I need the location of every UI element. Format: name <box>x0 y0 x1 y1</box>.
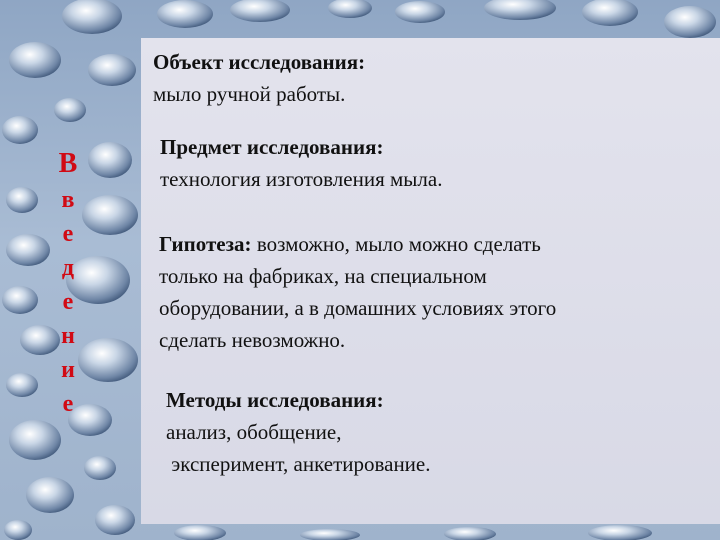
hypothesis-line: только на фабриках, на специальном <box>159 264 487 288</box>
subject-title: Предмет исследования: <box>160 135 384 159</box>
methods-block <box>166 384 431 480</box>
object-title: Объект исследования: <box>153 50 366 74</box>
subject-block <box>160 131 442 195</box>
subject-text: технология изготовления мыла. <box>160 167 443 191</box>
vertical-letter: и <box>61 357 75 383</box>
vertical-letter: в <box>61 187 75 213</box>
hypothesis-block <box>159 228 556 356</box>
methods-line: анализ, обобщение, <box>166 420 342 444</box>
vertical-title-vvedenie <box>48 150 88 426</box>
hypothesis-line: оборудовании, а в домашних условиях этого <box>159 296 557 320</box>
methods-title: Методы исследования: <box>166 388 384 412</box>
vertical-letter: н <box>61 323 75 349</box>
vertical-letter: е <box>62 221 74 247</box>
hypothesis-line: сделать невозможно. <box>159 328 346 352</box>
methods-line: эксперимент, анкетирование. <box>166 452 431 476</box>
vertical-letter: е <box>62 289 74 315</box>
vertical-letter: В <box>58 148 78 179</box>
vertical-letter: е <box>62 391 74 417</box>
object-text: мыло ручной работы. <box>153 82 346 106</box>
hypothesis-title: Гипотеза: <box>159 232 252 256</box>
hypothesis-line: возможно, мыло можно сделать <box>251 232 541 256</box>
vertical-letter: д <box>61 255 75 281</box>
object-block <box>153 46 365 110</box>
